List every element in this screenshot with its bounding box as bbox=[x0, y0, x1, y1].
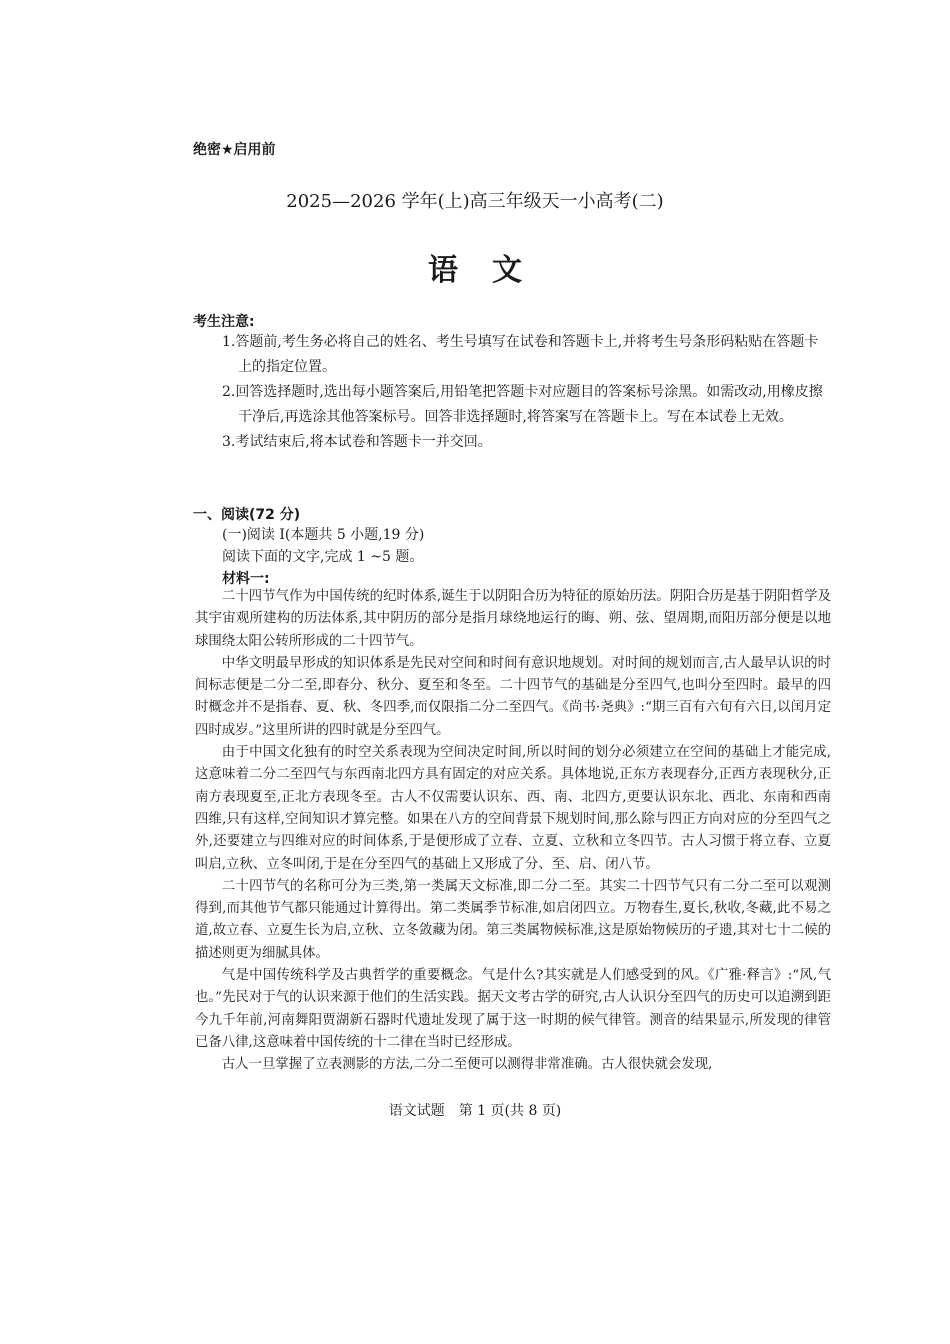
notice-heading: 考生注意: bbox=[193, 314, 255, 330]
notice-item: 2.回答选择题时,选出每小题答案后,用铅笔把答题卡对应题目的答案标号涂黑。如需改动,用橡皮擦干净后,再选涂其他答案标号。回答非选择题时,将答案写在答题卡上。写在本试卷上无效。 bbox=[222, 384, 823, 425]
passage-paragraph: 气是中国传统科学及古典哲学的重要概念。气是什么?其实就是人们感受到的风。《广雅·释言》:“风,气也。”先民对于气的认识来源于他们的生活实践。据天文考古学的研究,古人认识分至四气的历史可以追溯到距今九千年前,河南舞阳贾湖新石器时代遗址发现了属于这一时期的候气律管。测音的结果显示,所发现的律管已备八律,这意味着中国传统的十二律在当时已经形成。 bbox=[195, 968, 831, 1050]
passage-paragraph: 二十四节气作为中国传统的纪时体系,诞生于以阴阳合历为特征的原始历法。阴阳合历是基于阴阳哲学及其宇宙观所建构的历法体系,其中阴历的部分是指月球绕地运行的晦、朔、弦、望周期,而阳历部分便是以地球围绕太阳公转所形成的二十四节气。 bbox=[195, 589, 831, 649]
subject-title: 语文 bbox=[428, 253, 556, 288]
instruction: 阅读下面的文字,完成 1 ~5 题。 bbox=[222, 549, 424, 565]
subsection-heading: (一)阅读 I(本题共 5 小题,19 分) bbox=[222, 527, 425, 543]
passage-paragraph: 古人一旦掌握了立表测影的方法,二分二至便可以测得非常准确。古人很快就会发现, bbox=[221, 1057, 713, 1073]
section-heading: 一、阅读(72 分) bbox=[193, 507, 301, 523]
material-label: 材料一: bbox=[222, 571, 270, 587]
passage-paragraph: 由于中国文化独有的时空关系表现为空间决定时间,所以时间的划分必须建立在空间的基础上才能完成,这意味着二分二至四气与东西南北四方具有固定的对应关系。具体地说,正东方表现春分,正西方表现秋分,正南方表现夏至,正北方表现冬至。古人不仅需要认识东、西、南、北四方,更要认识东北、西北、东南和西南四维,只有这样,空间知识才算完整。如果在八方的空间背景下规划时间,那么除与四正方向对应的分至四气之外,还要建立与四维对应的时间体系,于是便形成了立春、立夏、立秋和立冬四节。古人习惯于将立春、立夏叫启,立秋、立冬叫闭,于是在分至四气的基础上又形成了分、至、启、闭八节。 bbox=[195, 745, 831, 872]
passage-paragraph: 中华文明最早形成的知识体系是先民对空间和时间有意识地规划。对时间的规划而言,古人最早认识的时间标志便是二分二至,即春分、秋分、夏至和冬至。二十四节气的基础是分至四气,也叫分至四时。最早的四时概念并不是指春、夏、秋、冬四季,而仅限指二分二至四气。《尚书·尧典》:“期三百有六旬有六日,以闰月定四时成岁。”这里所讲的四时就是分至四气。 bbox=[195, 655, 831, 738]
confidential-label: 绝密★启用前 bbox=[193, 142, 276, 158]
notice-item: 1.答题前,考生务必将自己的姓名、考生号填写在试卷和答题卡上,并将考生号条形码粘贴在答题卡上的指定位置。 bbox=[222, 334, 819, 375]
notice-list bbox=[222, 330, 832, 455]
exam-title: 2025—2026 学年(上)高三年级天一小高考(二) bbox=[286, 191, 664, 212]
page-footer: 语文试题 第 1 页(共 8 页) bbox=[388, 1103, 562, 1119]
notice-item: 3.考试结束后,将本试卷和答题卡一并交回。 bbox=[222, 434, 492, 450]
passage-paragraph: 二十四节气的名称可分为三类,第一类属天文标准,即二分二至。其实二十四节气只有二分二至可以观测得到,而其他节气都只能通过计算得出。第二类属季节标准,如启闭四立。万物春生,夏长,秋收,冬藏,此不易之道,故立春、立夏生长为启,立秋、立冬敛藏为闭。第三类属物候标准,这是原始物候历的孑遗,其对七十二候的描述则更为细腻具体。 bbox=[195, 878, 831, 961]
reading-passage bbox=[195, 586, 831, 1077]
